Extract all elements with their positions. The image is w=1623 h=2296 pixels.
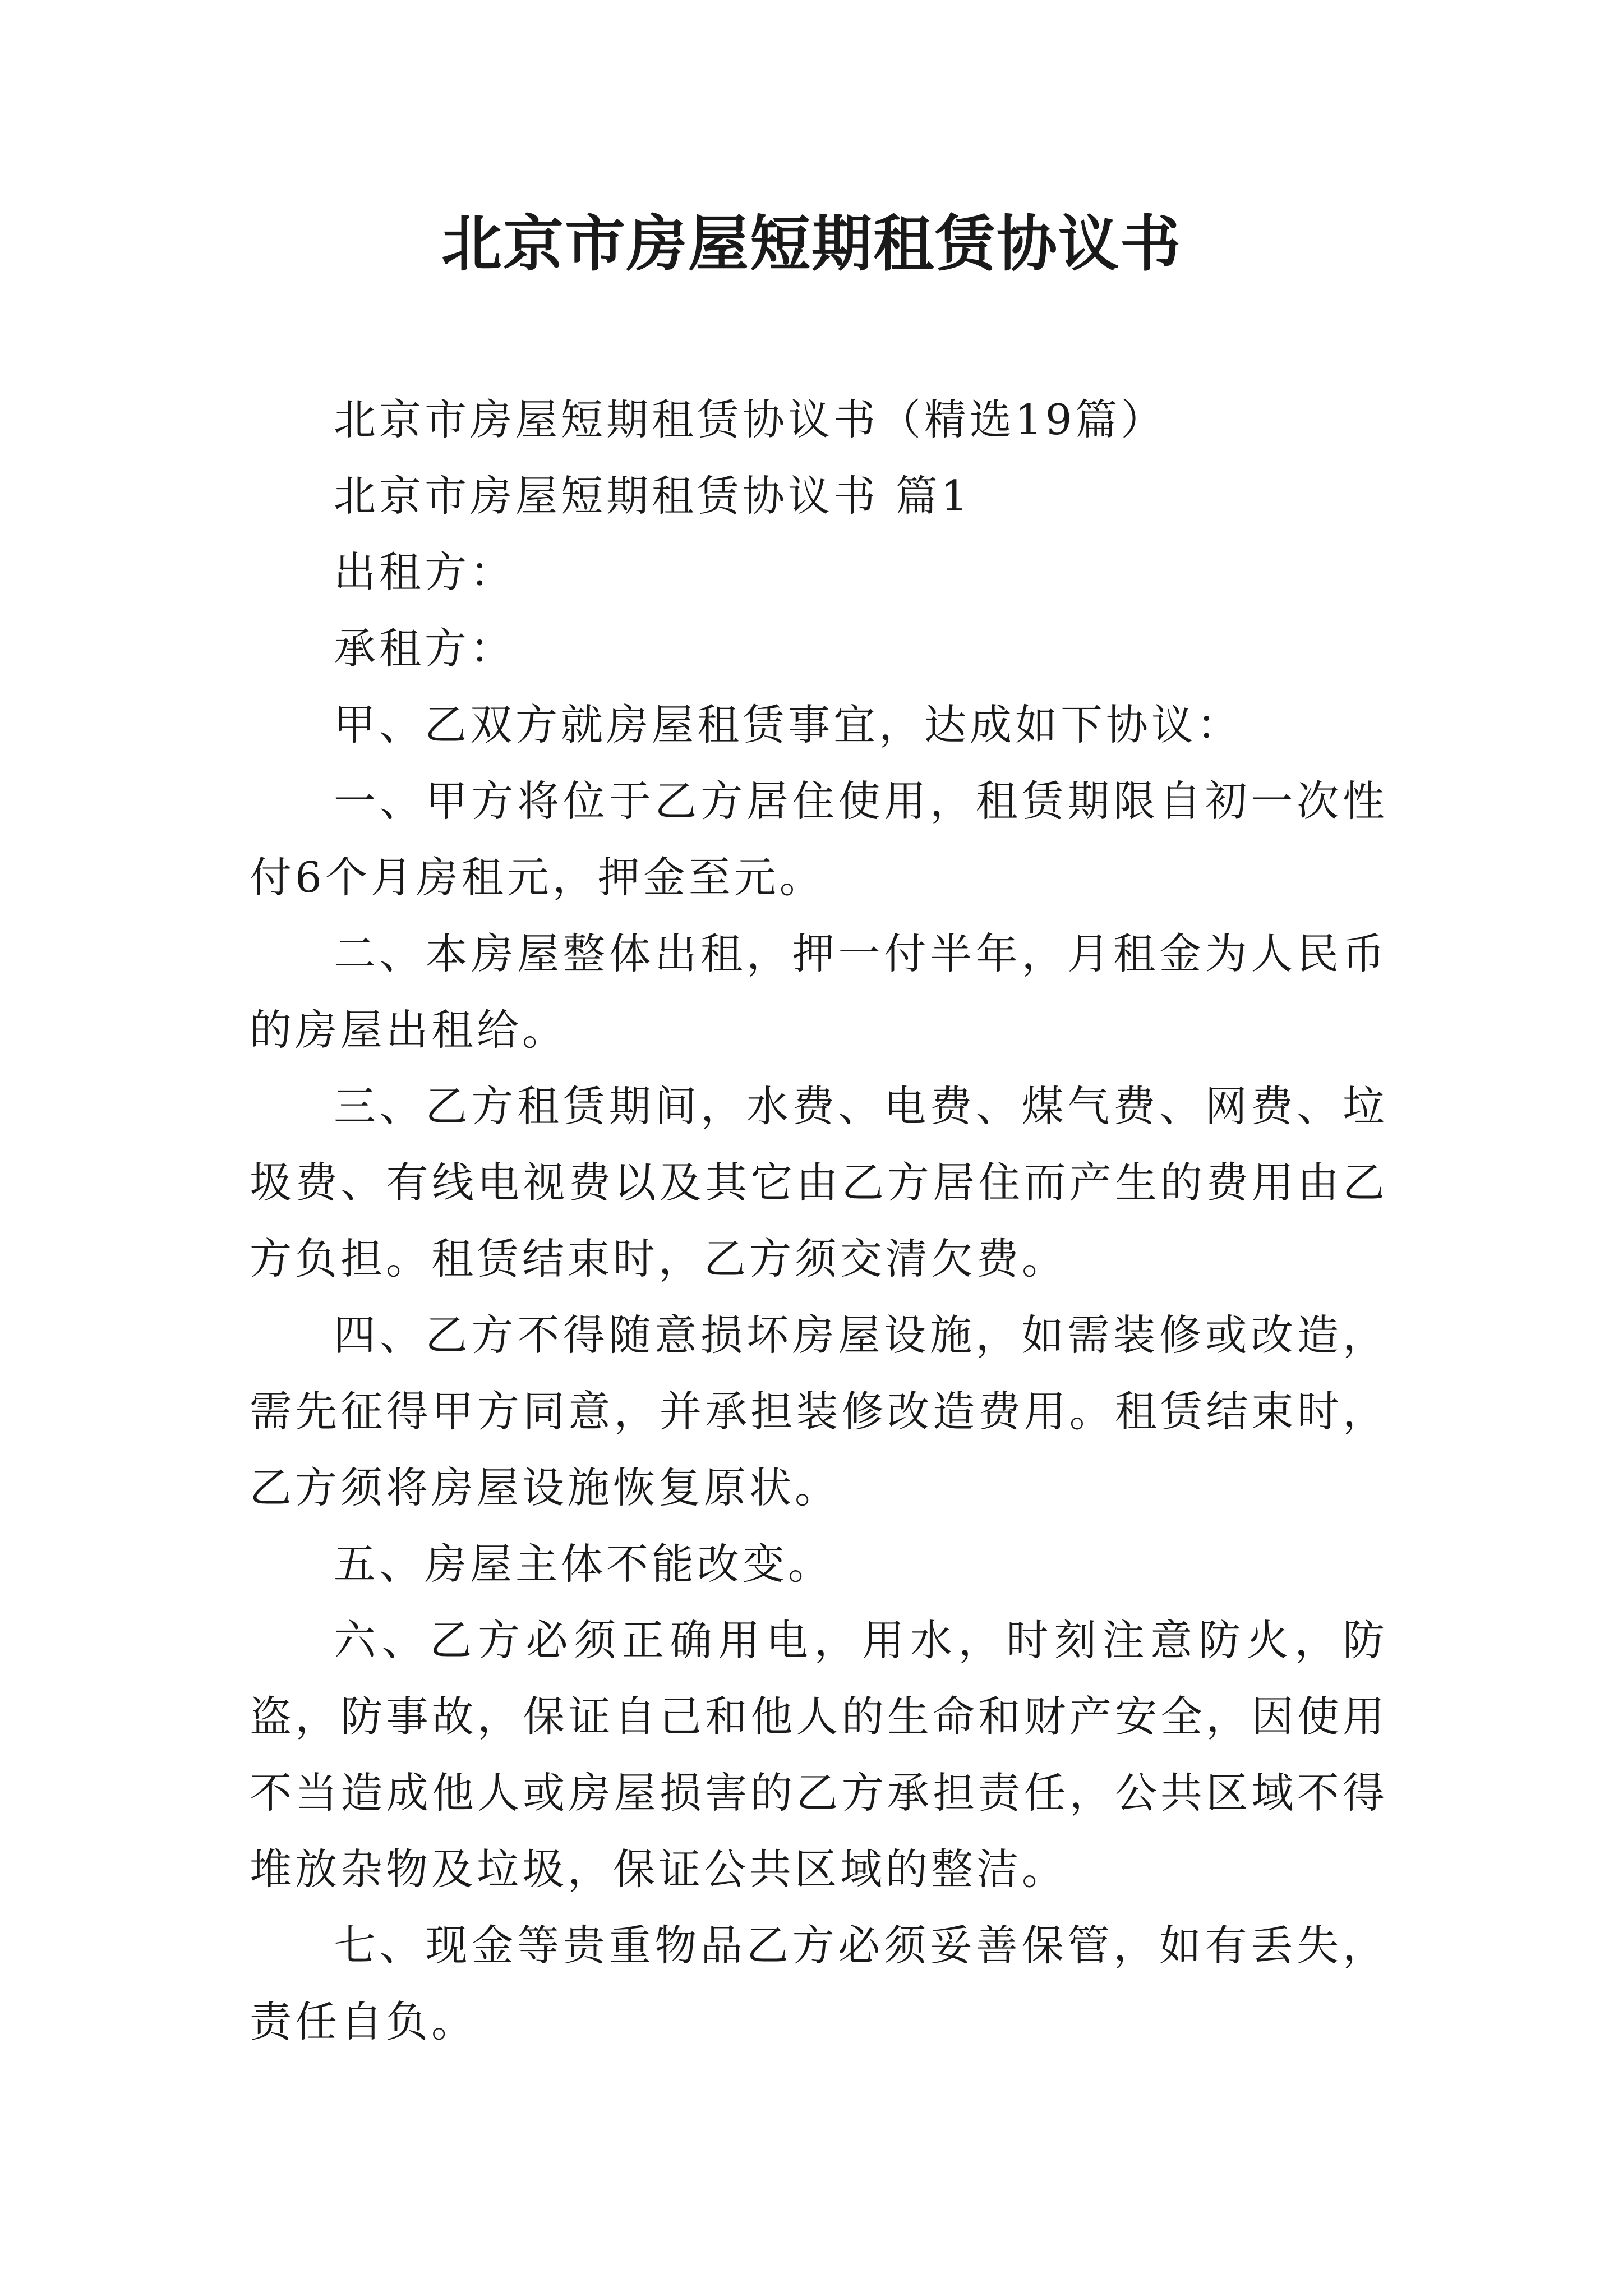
paragraph-clause-3: 三、乙方租赁期间，水费、电费、煤气费、网费、垃圾费、有线电视费以及其它由乙方居住而产生的费用由乙方负担。租赁结束时，乙方须交清欠费。 [250,1082,1388,1283]
document-body [250,381,1388,2060]
paragraph-agreement-intro: 甲、乙双方就房屋租赁事宜，达成如下协议： [334,700,1243,749]
paragraph-clause-6: 六、乙方必须正确用电，用水，时刻注意防火，防盗，防事故，保证自己和他人的生命和财产安全，因使用不当造成他人或房屋损害的乙方承担责任，公共区域不得堆放杂物及垃圾，保证公共区域的整洁。 [250,1616,1388,1894]
paragraph-section-heading: 北京市房屋短期租赁协议书 篇1 [334,471,971,521]
paragraph-lessor: 出租方： [334,547,516,597]
paragraph-subtitle: 北京市房屋短期租赁协议书（精选19篇） [334,395,1166,444]
paragraph-lessee: 承租方： [334,624,516,673]
paragraph-clause-7: 七、现金等贵重物品乙方必须妥善保管，如有丢失，责任自负。 [250,1921,1388,2046]
paragraph-clause-5: 五、房屋主体不能改变。 [334,1539,834,1589]
paragraph-clause-4: 四、乙方不得随意损坏房屋设施，如需装修或改造，需先征得甲方同意，并承担装修改造费用。租赁结束时，乙方须将房屋设施恢复原状。 [250,1310,1388,1512]
paragraph-clause-2: 二、本房屋整体出租，押一付半年，月租金为人民币的房屋出租给。 [250,929,1388,1055]
paragraph-clause-1: 一、甲方将位于乙方居住使用，租赁期限自初一次性付6个月房租元，押金至元。 [250,776,1388,902]
document-title: 北京市房屋短期租赁协议书 [441,209,1182,279]
